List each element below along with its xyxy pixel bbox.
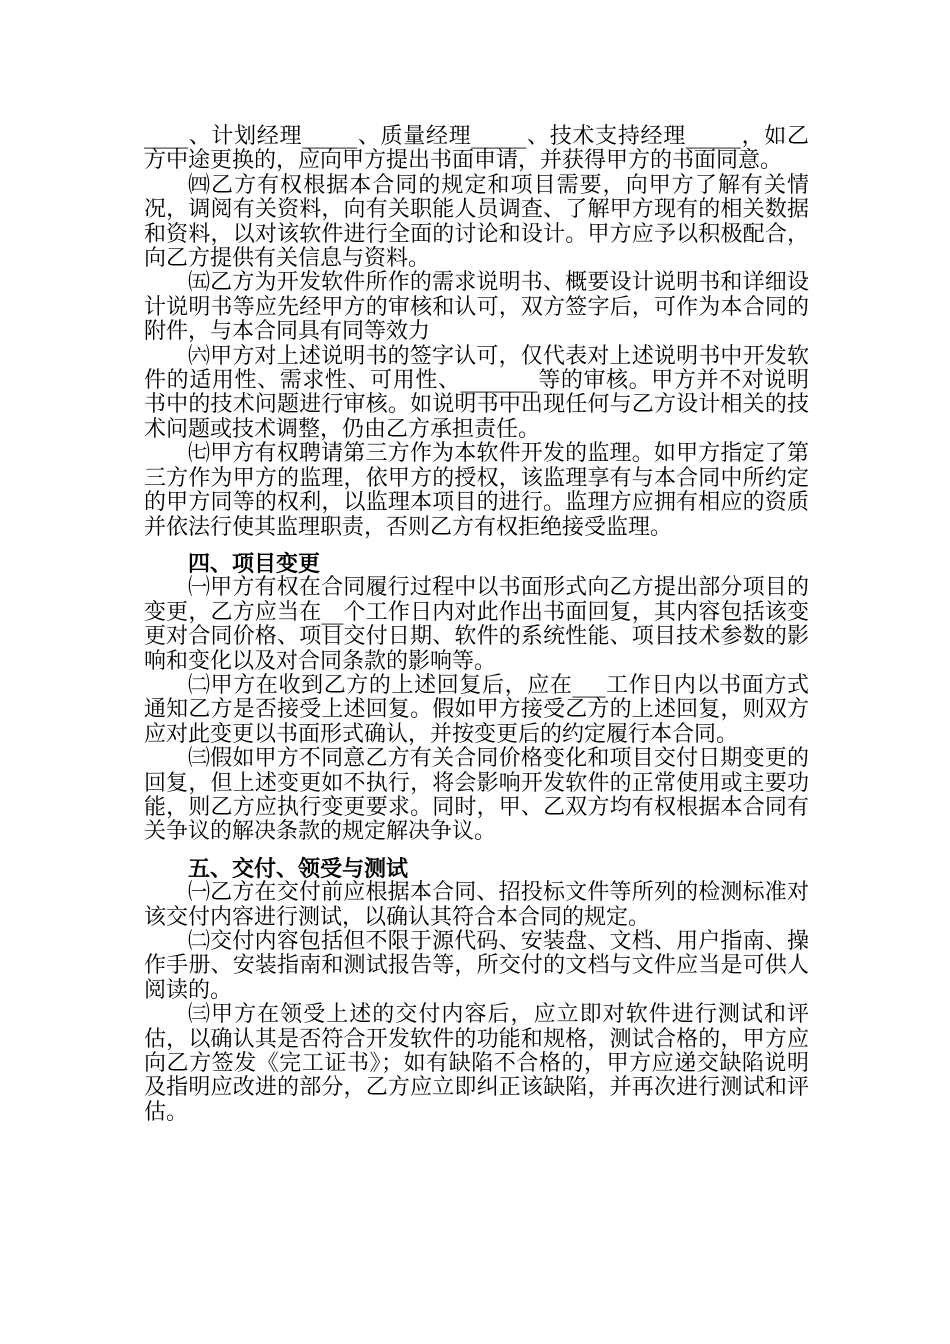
paragraph-clause-4: ㈣乙方有权根据本合同的规定和项目需要，向甲方了解有关情况，调阅有关资料，向有关职能人员调查、了解甲方现有的相关数据和资料，以对该软件进行全面的讨论和设计。甲方应予以积极配合，向乙方提供有关信息与资料。 bbox=[144, 172, 809, 272]
paragraph-change-2: ㈡甲方在收到乙方的上述回复后，应在___工作日内以书面方式通知乙方是否接受上述回复。假如甲方接受乙方的上述回复，则双方应对此变更以书面形式确认，并按变更后的约定履行本合同。 bbox=[144, 672, 809, 747]
paragraph-clause-5: ㈤乙方为开发软件所作的需求说明书、概要设计说明书和详细设计说明书等应先经甲方的审核和认可，双方签字后，可作为本合同的附件，与本合同具有同等效力 bbox=[144, 270, 809, 345]
contract-body bbox=[144, 125, 809, 1125]
paragraph-clause-6: ㈥甲方对上述说明书的签字认可，仅代表对上述说明书中开发软件的适用性、需求性、可用性、_______等的审核。甲方并不对说明书中的技术问题进行审核。如说明书中出现任何与乙方设计相关的技术问题或技术调整，仍由乙方承担责任。 bbox=[144, 343, 809, 442]
paragraph-change-1: ㈠甲方有权在合同履行过程中以书面形式向乙方提出部分项目的变更，乙方应当在__个工作日内对此作出书面回复，其内容包括该变更对合同价格、项目交付日期、软件的系统性能、项目技术参数的影响和变化以及对合同条款的影响等。 bbox=[144, 575, 809, 674]
section-heading-project-change: 四、项目变更 bbox=[188, 550, 321, 577]
section-heading-delivery-testing: 五、交付、领受与测试 bbox=[188, 855, 409, 882]
paragraph-delivery-3: ㈢甲方在领受上述的交付内容后，应立即对软件进行测试和评估，以确认其是否符合开发软件的功能和规格，测试合格的，甲方应向乙方签发《完工证书》；如有缺陷不合格的，甲方应递交缺陷说明及指明应改进的部分，乙方应立即纠正该缺陷，并再次进行测试和评估。 bbox=[144, 1002, 809, 1125]
paragraph-staff-roles: ____、计划经理_____、质量经理_____、技术支持经理_____，如乙方中途更换的，应向甲方提出书面申请，并获得甲方的书面同意。 bbox=[144, 124, 809, 174]
paragraph-change-3: ㈢假如甲方不同意乙方有关合同价格变化和项目交付日期变更的回复，但上述变更如不执行，将会影响开发软件的正常使用或主要功能，则乙方应执行变更要求。同时，甲、乙双方均有权根据本合同有关争议的解决条款的规定解决争议。 bbox=[144, 746, 809, 845]
paragraph-delivery-2: ㈡交付内容包括但不限于源代码、安装盘、文档、用户指南、操作手册、安装指南和测试报告等，所交付的文档与文件应当是可供人阅读的。 bbox=[144, 929, 809, 1003]
paragraph-delivery-1: ㈠乙方在交付前应根据本合同、招投标文件等所列的检测标准对该交付内容进行测试，以确认其符合本合同的规定。 bbox=[144, 880, 809, 930]
paragraph-clause-7: ㈦甲方有权聘请第三方作为本软件开发的监理。如甲方指定了第三方作为甲方的监理，依甲方的授权，该监理享有与本合同中所约定的甲方同等的权利，以监理本项目的进行。监理方应拥有相应的资质并依法行使其监理职责，否则乙方有权拒绝接受监理。 bbox=[144, 441, 809, 540]
